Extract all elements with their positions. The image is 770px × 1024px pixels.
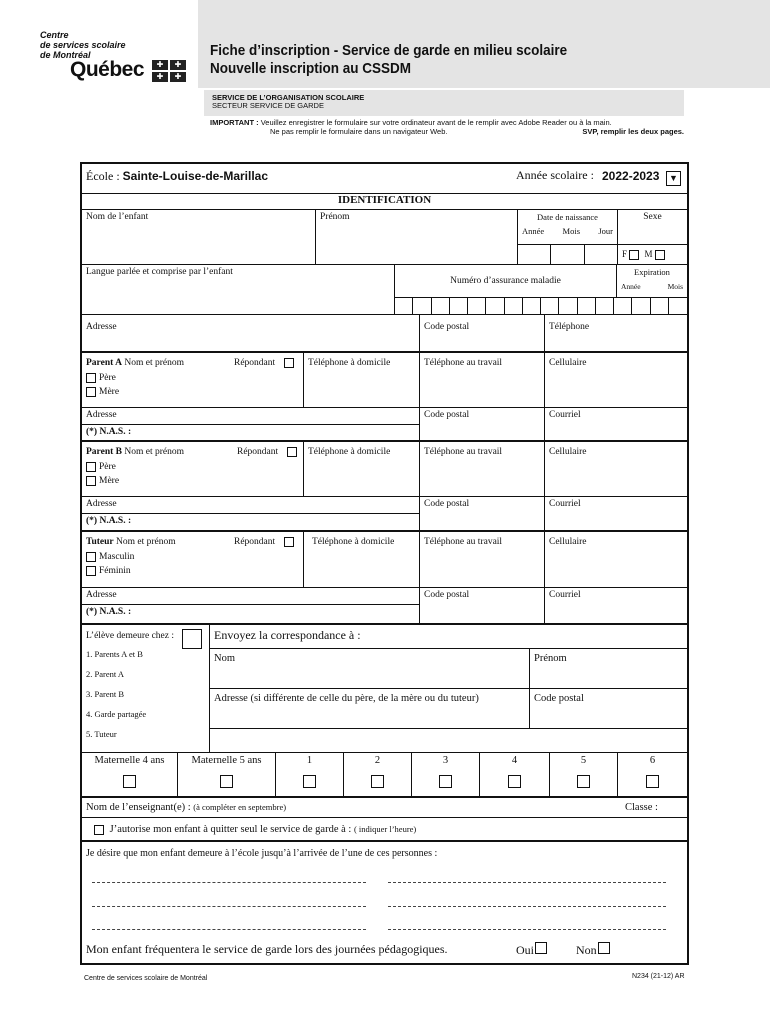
grade-6-checkbox[interactable]	[646, 775, 659, 788]
parent-a-nas[interactable]: (*) N.A.S. :	[82, 425, 420, 442]
grade-1-checkbox[interactable]	[303, 775, 316, 788]
school-row: École : Sainte-Louise-de-Marillac Année scolaire : 2022-2023 ▼	[82, 164, 687, 194]
parent-b-cell[interactable]: Cellulaire	[545, 442, 687, 497]
chevron-down-icon[interactable]: ▼	[666, 171, 681, 186]
tutor-male-checkbox[interactable]	[86, 552, 96, 562]
correspondence-postal[interactable]: Code postal	[530, 689, 687, 729]
person-line-4[interactable]	[388, 906, 666, 907]
parent-a-cell[interactable]: Cellulaire	[545, 353, 687, 408]
grade-3: 3	[412, 753, 480, 798]
tutor-email[interactable]: Courriel	[545, 588, 687, 625]
authorize-checkbox[interactable]	[94, 825, 104, 835]
fleur-de-lis-icon: ✚ ✚ ✚ ✚	[152, 60, 186, 82]
grade-4-checkbox[interactable]	[508, 775, 521, 788]
service-box: SERVICE DE L’ORGANISATION SCOLAIRE SECTEUR SERVICE DE GARDE	[204, 90, 684, 116]
grade-m5: Maternelle 5 ans	[178, 753, 276, 798]
send-correspondence-label: Envoyez la correspondance à :	[210, 625, 687, 649]
teacher-row[interactable]: Nom de l’enseignant(e) : (à compléter en septembre) Classe :	[82, 798, 687, 818]
expiration-header: Expiration Année Mois	[617, 265, 687, 298]
tutor-respondent-checkbox[interactable]	[284, 537, 294, 547]
parent-a-father-checkbox[interactable]	[86, 373, 96, 383]
grade-5: 5	[550, 753, 618, 798]
correspondence-name[interactable]: Nom	[210, 649, 530, 689]
tutor-postal[interactable]: Code postal	[420, 588, 545, 625]
ped-days-yes-checkbox[interactable]	[535, 942, 547, 954]
parent-a-postal[interactable]: Code postal	[420, 408, 545, 442]
tutor-cell[interactable]: Cellulaire	[545, 532, 687, 588]
person-line-6[interactable]	[388, 929, 666, 930]
person-line-1[interactable]	[92, 882, 366, 883]
grade-1: 1	[276, 753, 344, 798]
school-year-select[interactable]: 2022-2023	[602, 169, 660, 183]
parent-a-home-phone[interactable]: Téléphone à domicile	[304, 353, 420, 408]
parent-b-nas[interactable]: (*) N.A.S. :	[82, 514, 420, 532]
parent-a-email[interactable]: Courriel	[545, 408, 687, 442]
residence-choice-box[interactable]	[182, 629, 202, 649]
dob-month-field[interactable]	[551, 245, 585, 265]
important-note: IMPORTANT : Veuillez enregistrer le formulaire sur votre ordinateur avant de le remplir avec Adobe Reader ou à la main. Ne pas remplir le formulaire dans un navigateur Web. SVP, remplir les deux pages.	[210, 118, 684, 136]
registration-form	[80, 162, 689, 965]
health-number-label: Numéro d’assurance maladie	[395, 265, 617, 298]
parent-b-address[interactable]: Adresse	[82, 497, 420, 514]
child-phone-field[interactable]: Téléphone	[545, 315, 687, 353]
parent-a-mother-checkbox[interactable]	[86, 387, 96, 397]
person-line-5[interactable]	[92, 929, 366, 930]
grade-2: 2	[344, 753, 412, 798]
parent-b-father-checkbox[interactable]	[86, 462, 96, 472]
child-name-field[interactable]: Nom de l’enfant	[82, 210, 316, 265]
grade-m4: Maternelle 4 ans	[82, 753, 178, 798]
grade-2-checkbox[interactable]	[371, 775, 384, 788]
parent-a-address[interactable]: Adresse	[82, 408, 420, 425]
parent-b-mother-checkbox[interactable]	[86, 476, 96, 486]
ped-days-row: Mon enfant fréquentera le service de garde lors des journées pédagogiques. Oui Non	[86, 942, 448, 957]
parent-b-home-phone[interactable]: Téléphone à domicile	[304, 442, 420, 497]
sex-f-checkbox[interactable]	[629, 250, 639, 260]
child-address-field[interactable]: Adresse	[82, 315, 420, 353]
parent-a-work-phone[interactable]: Téléphone au travail	[420, 353, 545, 408]
org-name: Centre de services scolaire de Montréal	[40, 30, 126, 60]
health-number-boxes[interactable]	[395, 298, 687, 315]
authorized-persons-section: Je désire que mon enfant demeure à l’école jusqu’à l’arrivée de l’une de ces personnes :	[86, 848, 438, 859]
dob-day-field[interactable]	[585, 245, 618, 265]
dob-year-field[interactable]	[518, 245, 551, 265]
grade-5-checkbox[interactable]	[577, 775, 590, 788]
school-name[interactable]: Sainte-Louise-de-Marillac	[122, 169, 269, 183]
footer-code: N234 (21-12) AR	[632, 973, 685, 980]
child-firstname-field[interactable]: Prénom	[316, 210, 518, 265]
tutor-nas[interactable]: (*) N.A.S. :	[82, 605, 420, 625]
ped-days-no-checkbox[interactable]	[598, 942, 610, 954]
child-postal-field[interactable]: Code postal	[420, 315, 545, 353]
footer-org: Centre de services scolaire de Montréal	[84, 975, 208, 982]
authorize-row: J’autorise mon enfant à quitter seul le service de garde à : ( indiquer l’heure)	[82, 818, 687, 842]
parent-b-postal[interactable]: Code postal	[420, 497, 545, 532]
identification-heading: IDENTIFICATION	[82, 194, 687, 210]
sex-header: Sexe	[618, 210, 687, 245]
sex-options: F M	[618, 245, 687, 265]
grade-3-checkbox[interactable]	[439, 775, 452, 788]
person-line-2[interactable]	[388, 882, 666, 883]
residence-section: L’élève demeure chez : 1. Parents A et B 2. Parent A 3. Parent B 4. Garde partagée 5. Tuteur	[82, 625, 210, 753]
tutor-name-field[interactable]: Tuteur Nom et prénom Répondant Masculin Féminin	[82, 532, 304, 588]
parent-b-work-phone[interactable]: Téléphone au travail	[420, 442, 545, 497]
grade-m4-checkbox[interactable]	[123, 775, 136, 788]
tutor-home-phone[interactable]: Téléphone à domicile	[304, 532, 420, 588]
tutor-address[interactable]: Adresse	[82, 588, 420, 605]
grade-6: 6	[618, 753, 687, 798]
sex-m-checkbox[interactable]	[655, 250, 665, 260]
parent-b-name-field[interactable]: Parent B Nom et prénom Répondant Père Mère	[82, 442, 304, 497]
correspondence-address[interactable]: Adresse (si différente de celle du père, de la mère ou du tuteur)	[210, 689, 530, 729]
correspondence-extra[interactable]	[210, 729, 687, 753]
form-title: Fiche d’inscription - Service de garde en milieu scolaire Nouvelle inscription au CSSDM	[210, 42, 568, 77]
parent-a-name-field[interactable]: Parent A Nom et prénom Répondant Père Mère	[82, 353, 304, 408]
parent-b-email[interactable]: Courriel	[545, 497, 687, 532]
dob-header: Date de naissance Année Mois Jour	[518, 210, 618, 245]
parent-a-respondent-checkbox[interactable]	[284, 358, 294, 368]
tutor-female-checkbox[interactable]	[86, 566, 96, 576]
grade-4: 4	[480, 753, 550, 798]
tutor-work-phone[interactable]: Téléphone au travail	[420, 532, 545, 588]
grade-m5-checkbox[interactable]	[220, 775, 233, 788]
parent-b-respondent-checkbox[interactable]	[287, 447, 297, 457]
quebec-logo: Québec	[70, 58, 145, 81]
person-line-3[interactable]	[92, 906, 366, 907]
language-field[interactable]: Langue parlée et comprise par l’enfant	[82, 265, 395, 315]
correspondence-firstname[interactable]: Prénom	[530, 649, 687, 689]
